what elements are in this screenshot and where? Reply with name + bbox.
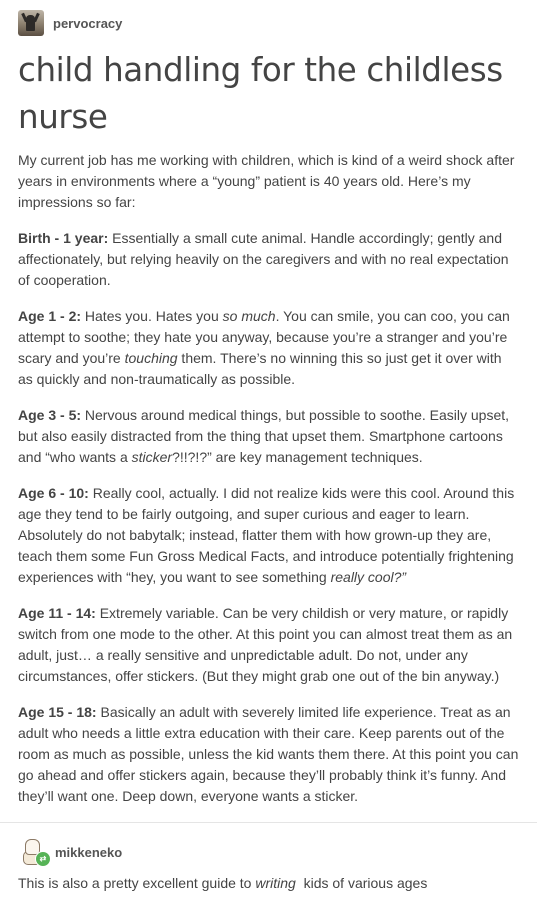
section-age-3-5: Age 3 - 5: Nervous around medical things, but possible to soothe. Easily upset, but also easily distracted from the thing that upset them. Smartphone cartoons and “who wants a sticker?!!?!?” are key management techniques.	[18, 407, 510, 465]
section-age-11-14: Age 11 - 14: Extremely variable. Can be very childish or very mature, or rapidly switch from one mode to the other. At this point you can almost treat them as an adult, just… a really sensitive and unpredictable adult. Do not, under any circumstances, offer stickers. (But they might grab one out of the bin anyway.)	[18, 605, 513, 684]
section-label: Age 11 - 14:	[18, 605, 96, 621]
section-age-1-2: Age 1 - 2: Hates you. Hates you so much. You can smile, you can coo, you can attempt to soothe; they hate you anyway, because you’re a stranger and you’re scary and you’re touching them. There’s no winning this so just get it over with as quickly and non-traumatically as possible.	[18, 308, 510, 387]
reblog-comment: This is also a pretty excellent guide to writing kids of various ages	[18, 875, 428, 891]
section-label: Age 15 - 18:	[18, 704, 97, 720]
post-header	[18, 10, 122, 36]
reblog-badge-icon: ⇄	[35, 851, 51, 867]
reblog-header	[22, 837, 122, 867]
section-label: Age 3 - 5:	[18, 407, 82, 423]
reblog-avatar-icon[interactable]	[22, 837, 48, 867]
section-label: Age 6 - 10:	[18, 485, 89, 501]
reblog-username[interactable]: mikkeneko	[55, 844, 123, 860]
section-age-15-18: Age 15 - 18: Basically an adult with severely limited life experience. Treat as an adult who needs a little extra education with their care. Keep parents out of the room as much as possible, unless the kid wants them there. At this point you can go ahead and offer stickers again, because they’ll probably think it’s funny. And they’ll want one. Deep down, everyone wants a sticker.	[18, 704, 519, 804]
post-title: child handling for the childless nurse	[18, 51, 503, 136]
author-username[interactable]: pervocracy	[53, 15, 123, 31]
section-age-6-10: Age 6 - 10: Really cool, actually. I did not realize kids were this cool. Around this age they tend to be fairly outgoing, and super curious and eager to learn. Absolutely do not babytalk; instead, flatter them with how grown-up they are, teach them some Fun Gross Medical Facts, and introduce potentially frightening experiences with “hey, you want to see something really cool?”	[18, 485, 515, 585]
section-label: Age 1 - 2:	[18, 308, 82, 324]
intro-paragraph: My current job has me working with children, which is kind of a weird shock after years in environments where a “young” patient is 40 years old. Here’s my impressions so far:	[18, 152, 515, 210]
post-body	[18, 150, 520, 822]
section-label: Birth - 1 year:	[18, 230, 109, 246]
author-avatar-icon[interactable]	[18, 10, 44, 36]
reblog-divider	[0, 822, 537, 823]
section-birth-1: Birth - 1 year: Essentially a small cute animal. Handle accordingly; gently and affectionately, but relying heavily on the caregivers and with no real expectation of cooperation.	[18, 230, 509, 288]
